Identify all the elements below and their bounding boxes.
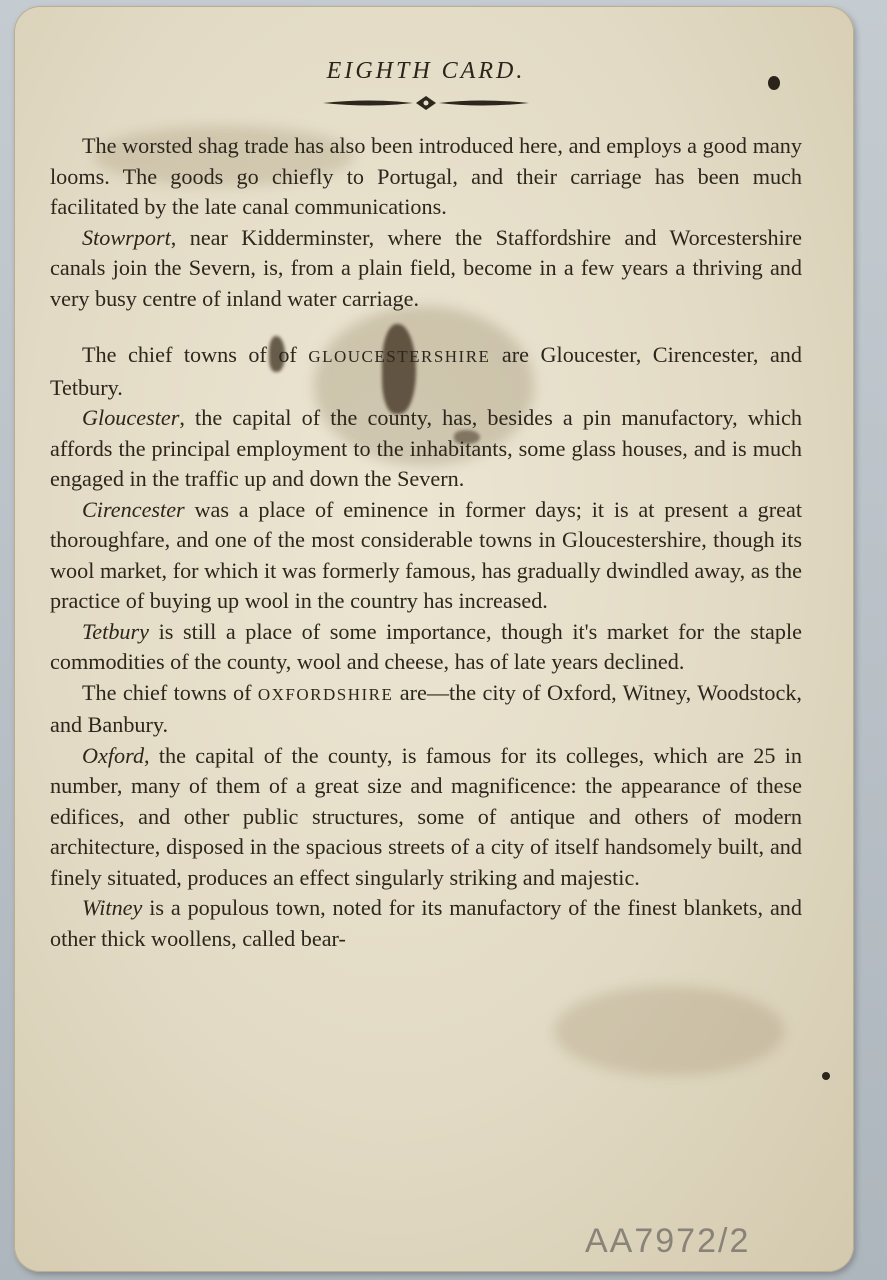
county-name: OXFORDSHIRE bbox=[257, 684, 394, 704]
text-run: The worsted shag trade has also been introduced here, and employs a good many looms. The goods go chiefly to Portugal, and their carriage has been much facilitated by the late canal communications. bbox=[50, 133, 802, 219]
text-run: was a place of eminence in former days; it is at present a great thoroughfare, and one of the most considerable towns in Gloucestershire, though its wool market, for which it was formerly famous, has gradually dwindled away, as the practice of buying up wool in the country has increased. bbox=[50, 496, 802, 613]
text-run: is still a place of some importance, though it's market for the staple commodities of the county, wool and cheese, has of late years declined. bbox=[50, 618, 802, 674]
place-name: Stowrport bbox=[82, 224, 171, 250]
card-paragraph bbox=[50, 131, 802, 223]
place-name: Witney bbox=[82, 895, 143, 920]
card-paragraph bbox=[50, 617, 802, 678]
place-name: Tetbury bbox=[82, 618, 149, 644]
paper-stain bbox=[554, 986, 784, 1076]
ink-dot bbox=[822, 1072, 830, 1080]
place-name: Cirencester bbox=[82, 496, 185, 522]
county-name: GLOUCESTERSHIRE bbox=[308, 347, 491, 366]
card-paragraph bbox=[50, 340, 802, 403]
ornament-rule-icon bbox=[321, 95, 531, 111]
accession-number: AA7972/2 bbox=[585, 1222, 751, 1260]
card-paragraph bbox=[50, 678, 802, 741]
text-run: The chief towns of bbox=[82, 679, 258, 705]
text-run: The chief towns of of bbox=[82, 342, 309, 367]
place-name: Oxford bbox=[82, 742, 145, 768]
card-paragraph bbox=[50, 893, 802, 954]
place-name: Gloucester bbox=[82, 405, 180, 430]
text-run: are—the city of Oxford, Witney, Woodstock, and Banbury. bbox=[50, 679, 802, 737]
card-paragraph bbox=[50, 741, 802, 894]
card-text bbox=[50, 58, 802, 954]
card-heading: EIGHTH CARD. bbox=[326, 58, 526, 84]
card-paragraph bbox=[50, 495, 802, 617]
text-run: is a populous town, noted for its manufactory of the finest blankets, and other thick woollens, called bear- bbox=[50, 895, 802, 951]
text-run: , the capital of the county, is famous for its colleges, which are 25 in number, many of them of a great size and magnificence: the appearance of these edifices, and other public structures, some of antique and others of modern architecture, disposed in the spacious streets of a city of itself handsomely built, and finely situated, produces an effect singularly striking and majestic. bbox=[50, 742, 802, 890]
text-run: , the capital of the county, has, besides a pin manufactory, which affords the principal employment to the inhabitants, some glass houses, and is much engaged in the traffic up and down the Severn. bbox=[50, 405, 802, 491]
card-paragraph bbox=[50, 403, 802, 495]
text-run: are Gloucester, Cirencester, and Tetbury. bbox=[50, 342, 802, 400]
text-run: , near Kidderminster, where the Staffordshire and Worcestershire canals join the Severn, is, from a plain field, become in a few years a thriving and very busy centre of inland water carriage. bbox=[50, 224, 802, 311]
card-paragraph bbox=[50, 223, 802, 315]
card-paragraphs bbox=[50, 131, 802, 954]
